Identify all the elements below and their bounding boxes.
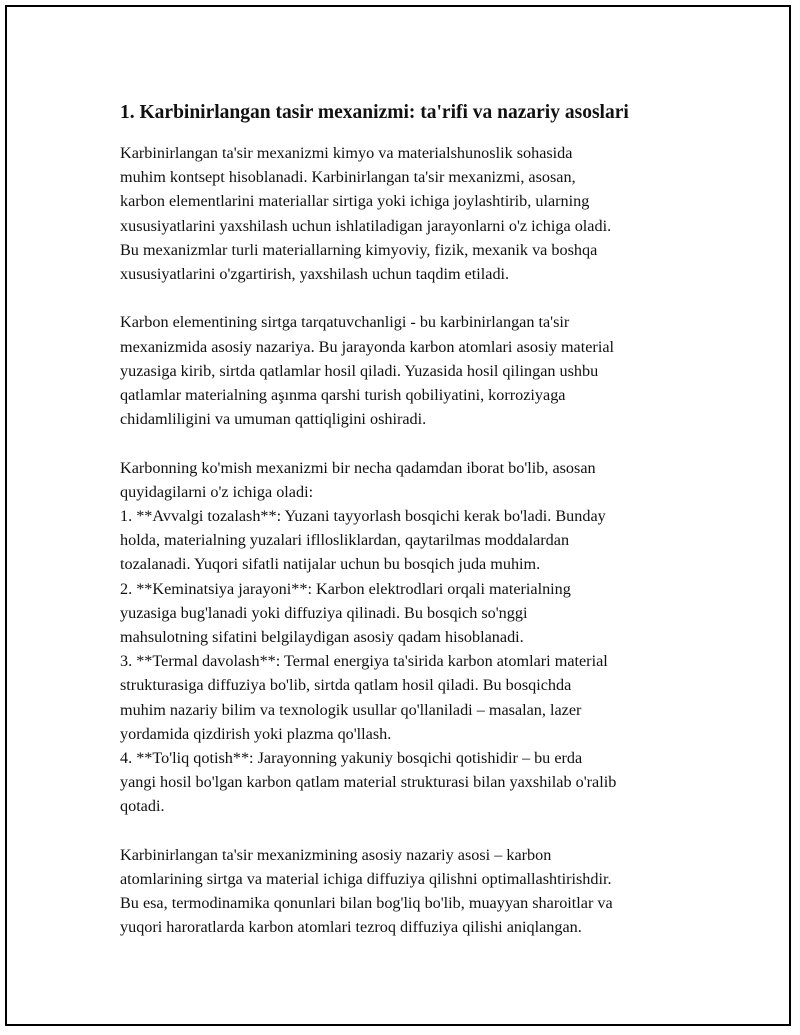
text-line: 3. **Termal davolash**: Termal energiya ta'sirida karbon atomlari material [120, 652, 608, 671]
text-line: Karbinirlangan ta'sir mexanizmining asosiy nazariy asosi – karbon [120, 845, 552, 864]
paragraph-3 [120, 456, 695, 819]
text-line: 1. **Avvalgi tozalash**: Yuzani tayyorlash bosqichi kerak bo'ladi. Bunday [120, 507, 606, 526]
text-line: xususiyatlarini o'zgartirish, yaxshilash uchun taqdim etiladi. [120, 265, 510, 284]
text-line: chidamliligini va umuman qattiqligini oshiradi. [120, 410, 427, 429]
text-line: mahsulotning sifatini belgilaydigan asosiy qadam hisoblanadi. [120, 628, 524, 647]
paragraph-2 [120, 310, 695, 431]
document-title: 1. Karbinirlangan tasir mexanizmi: ta'rifi va nazariy asoslari [120, 102, 629, 123]
text-line: Bu esa, termodinamika qonunlari bilan bog'liq bo'lib, muayyan sharoitlar va [120, 894, 613, 913]
text-line: qotadi. [120, 797, 165, 816]
text-line: muhim nazariy bilim va texnologik usullar qo'llaniladi – masalan, lazer [120, 700, 582, 719]
text-line: muhim kontsept hisoblanadi. Karbinirlangan ta'sir mexanizmi, asosan, [120, 168, 576, 187]
text-line: yangi hosil bo'lgan karbon qatlam material strukturasi bilan yaxshilab o'ralib [120, 773, 617, 792]
text-line: atomlarining sirtga va material ichiga diffuziya qilishni optimallashtirishdir. [120, 870, 612, 889]
text-line: yuqori haroratlarda karbon atomlari tezroq diffuziya qilishi aniqlangan. [120, 918, 582, 937]
text-line: yordamida qizdirish yoki plazma qo'llash. [120, 724, 392, 743]
document-page [5, 5, 791, 1026]
text-line: strukturasiga diffuziya bo'lib, sirtda qatlam hosil qiladi. Bu bosqichda [120, 676, 572, 695]
document-content [120, 99, 695, 964]
paragraph-1 [120, 141, 695, 286]
text-line: tozalanadi. Yuqori sifatli natijalar uchun bu bosqich juda muhim. [120, 555, 541, 574]
text-line: Karbinirlangan ta'sir mexanizmi kimyo va materialshunoslik sohasida [120, 144, 573, 162]
text-line: karbon elementlarini materiallar sirtiga yoki ichiga joylashtirib, ularning [120, 192, 590, 211]
text-line: qatlamlar materialning aşınma qarshi turish qobiliyatini, korroziyaga [120, 386, 566, 405]
text-line: 2. **Keminatsiya jarayoni**: Karbon elektrodlari orqali materialning [120, 579, 571, 598]
text-line: quyidagilarni o'z ichiga oladi: [120, 482, 314, 501]
text-line: Bu mexanizmlar turli materiallarning kimyoviy, fizik, mexanik va boshqa [120, 240, 598, 259]
text-line: Karbonning ko'mish mexanizmi bir necha qadamdan iborat bo'lib, asosan [120, 458, 596, 477]
paragraph-4 [120, 843, 695, 940]
text-line: yuzasiga bug'lanadi yoki diffuziya qilinadi. Bu bosqich so'nggi [120, 603, 528, 622]
text-line: yuzasiga kirib, sirtda qatlamlar hosil qiladi. Yuzasida hosil qilingan ushbu [120, 361, 599, 380]
text-line: xususiyatlarini yaxshilash uchun ishlatiladigan jarayonlarni o'z ichiga oladi. [120, 216, 612, 235]
text-line: mexanizmida asosiy nazariya. Bu jarayonda karbon atomlari asosiy material [120, 337, 614, 356]
text-line: 4. **To'liq qotish**: Jarayonning yakuniy bosqichi qotishidir – bu erda [120, 749, 583, 768]
text-line: holda, materialning yuzalari ifllosliklardan, qaytarilmas moddalardan [120, 531, 570, 550]
text-line: Karbon elementining sirtga tarqatuvchanligi - bu karbinirlangan ta'sir [120, 313, 570, 332]
